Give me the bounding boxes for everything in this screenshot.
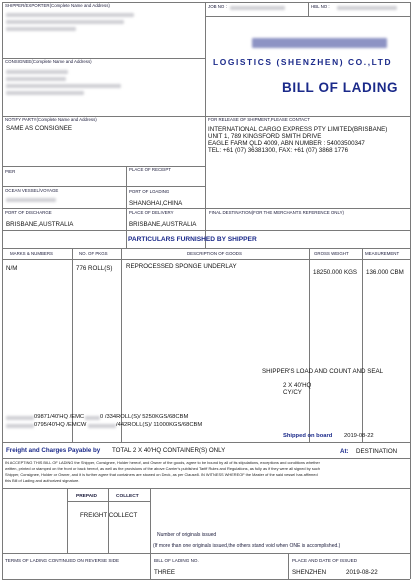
originals-issued-label: Number of originals issued [157, 532, 217, 538]
container-number-redacted [6, 424, 34, 428]
collect-right [150, 488, 151, 579]
divider-job-hbl [308, 2, 309, 16]
col-divider-1 [72, 248, 73, 442]
job-no-label: JOB NO : [208, 4, 227, 9]
divider-under-job [205, 16, 410, 17]
prepaid-header: PREPAID [76, 494, 97, 499]
vessel-label: OCEAN VESSEL/VOYAGE [5, 188, 59, 193]
col-divider-3 [309, 248, 310, 442]
shipped-on-board-label: Shipped on board [283, 433, 333, 439]
prepaid-left [67, 488, 68, 553]
shipper-redacted-line [6, 13, 134, 17]
place-of-receipt-label: PLACE OF RECEIPT [129, 167, 171, 172]
consignee-redacted-line [6, 84, 121, 88]
pier-label: PIER [5, 169, 16, 174]
divider-footer [2, 553, 410, 554]
payable-at-label: At: [340, 448, 349, 455]
marks-value: N/M [6, 265, 18, 272]
cy-terms: CY/CY [283, 389, 302, 396]
divider-under-freight [2, 458, 410, 459]
border-bottom [2, 579, 410, 580]
footer-divider [288, 553, 289, 579]
column-header-description: DESCRIPTION OF GOODS [187, 251, 242, 256]
divider-under-terms [2, 488, 410, 489]
release-contact-line: INTERNATIONAL CARGO EXPRESS PTY LIMITED(BRISBANE) [208, 126, 388, 133]
particulars-heading: PARTICULARS FURNISHED BY SHIPPER [128, 236, 257, 243]
terms-text-line: Shipper, Consignee, Holder or Owner, and it is further agree that containers are stowed on Deck, as per Clause8. IN WITNESS WHEREOF the Master of the said vessel has affirmed [5, 472, 318, 477]
place-of-delivery-label: PLACE OF DELIVERY [129, 210, 174, 215]
consignee-redacted-line [6, 91, 84, 95]
release-contact-line: TEL: +61 (07) 36381300, FAX: +61 (07) 3868 1776 [208, 147, 349, 154]
collect-header: COLLECT [116, 494, 139, 499]
divider-under-heading [2, 248, 410, 249]
column-header-marks: MARKS & NUMBERS [10, 251, 53, 256]
terms-continued-label: TERMS OF LADING CONTINUED ON REVERSE SIDE [5, 558, 120, 563]
release-contact-line: EAGLE FARM QLD 4009, ABN NUMBER : 54003500347 [208, 140, 365, 147]
consignee-redacted-line [6, 70, 68, 74]
freight-total: TOTAL 2 X 40'HQ CONTAINER(S) ONLY [112, 447, 226, 454]
terms-text-line: written, printed or stamped on the front or back hereof, as well as the provisions of the above Carrier's published Tariff Rules and Regulations, as fully as if they were all signed by such [5, 466, 321, 471]
divider-under-columns [2, 259, 410, 260]
place-of-delivery-value: BRISBANE,AUSTRALIA [129, 221, 197, 228]
measurement-value: 136.000 CBM [366, 269, 404, 276]
divider-under-discharge [2, 230, 410, 231]
seal-number-redacted [85, 416, 100, 420]
release-label: FOR RELEASE OF SHIPMENT,PLEASE CONTACT [208, 117, 310, 122]
notify-value: SAME AS CONSIGNEE [6, 125, 73, 132]
issue-place-value: SHENZHEN [292, 569, 327, 576]
divider-above-freight [2, 442, 410, 443]
payable-at-value: DESTINATION [356, 448, 398, 455]
final-destination-label: FINAL DESTINATION(FOR THE MERCHANTS REFERENCE ONLY) [209, 210, 344, 215]
hbl-no-redacted [337, 6, 397, 10]
place-date-issued-label: PLACE AND DATE OF ISSUED [292, 558, 358, 563]
shipper-redacted-line [6, 27, 76, 31]
terms-text-line: this Bill of Lading and authorized signature. [5, 478, 80, 483]
vessel-redacted [6, 198, 56, 202]
shipper-redacted-line [6, 20, 124, 24]
shipper-label: SHIPPER/EXPORTER(Complete Name and Address) [5, 3, 110, 8]
container-line-prefix: 0795/40'HQ /EMCW [34, 422, 87, 428]
description-value: REPROCESSED SPONGE UNDERLAY [126, 263, 237, 270]
hbl-no-label: HBL NO : [311, 4, 330, 9]
divider-under-vessel [2, 208, 410, 209]
border-right [410, 2, 411, 579]
bill-of-lading-no-label: BILL OF LADING NO. [154, 558, 199, 563]
originals-issued-note: (If more than one originals issued,the others stand void when ONE is accomplished.) [153, 543, 341, 549]
divider-pier-receipt [126, 166, 127, 248]
issue-date-value: 2019-08-22 [346, 569, 378, 576]
port-of-loading-value: SHANGHAI,CHINA [129, 200, 183, 207]
release-contact-line: UNIT 1, 789 KINGSFORD SMITH DRIVE [208, 133, 322, 140]
port-of-loading-label: PORT OF LOADING [129, 189, 170, 194]
company-name-line: LOGISTICS (SHENZHEN) CO.,LTD [213, 57, 393, 67]
notify-label: NOTIFY PARTY(Complete Name and Address) [5, 117, 97, 122]
gross-weight-value: 18250.000 KGS [313, 269, 358, 276]
shipper-load-count: SHIPPER'S LOAD AND COUNT AND SEAL [262, 368, 384, 375]
col-divider-2 [121, 248, 122, 442]
col-divider-4 [362, 248, 363, 442]
divider-under-pier [2, 186, 205, 187]
seal-number-redacted [88, 424, 116, 428]
terms-text-line: IN ACCEPTING THIS BILL OF LADING the Shipper, Consignee, Holder hereof, and Owner of the goods, agree to be bound by all of its stipulations, exceptions and conditions whether [5, 460, 320, 465]
container-line-suffix: 0 /334ROLL(S)/ 5250KGS/68CBM [100, 414, 189, 420]
container-number-redacted [6, 416, 34, 420]
originals-count-value: THREE [154, 569, 175, 576]
column-header-gross-weight: GROSS WEIGHT [314, 251, 349, 256]
divider-main-vertical [205, 2, 206, 248]
prepaid-collect-divider [108, 488, 109, 553]
divider-under-prepaid [67, 501, 150, 502]
port-of-discharge-value: BRISBANE,AUSTRALIA [6, 221, 74, 228]
port-of-discharge-label: PORT OF DISCHARGE [5, 210, 52, 215]
border-left [2, 2, 3, 579]
container-line-prefix: 09871/40'HQ /EMC [34, 414, 85, 420]
consignee-label: CONSIGNEE(Complete Name and Address) [5, 59, 92, 64]
column-header-pkgs: NO. OF PKGS [79, 251, 108, 256]
freight-payable-label: Freight and Charges Payable by [6, 447, 101, 454]
job-no-redacted [230, 6, 285, 10]
company-name-redacted [252, 38, 387, 48]
document-title: BILL OF LADING [282, 80, 399, 95]
divider-under-notify [2, 166, 205, 167]
pkgs-value: 776 ROLL(S) [76, 265, 113, 272]
consignee-redacted-line [6, 77, 66, 81]
container-quantity: 2 X 40'HQ [283, 382, 312, 389]
shipped-on-board-date: 2019-08-22 [344, 433, 374, 439]
column-header-measurement: MEASUREMENT [365, 251, 400, 256]
container-line-suffix: /442ROLL(S)/ 11000KGS/68CBM [116, 422, 203, 428]
freight-collect-value: FREIGHT COLLECT [80, 512, 138, 519]
